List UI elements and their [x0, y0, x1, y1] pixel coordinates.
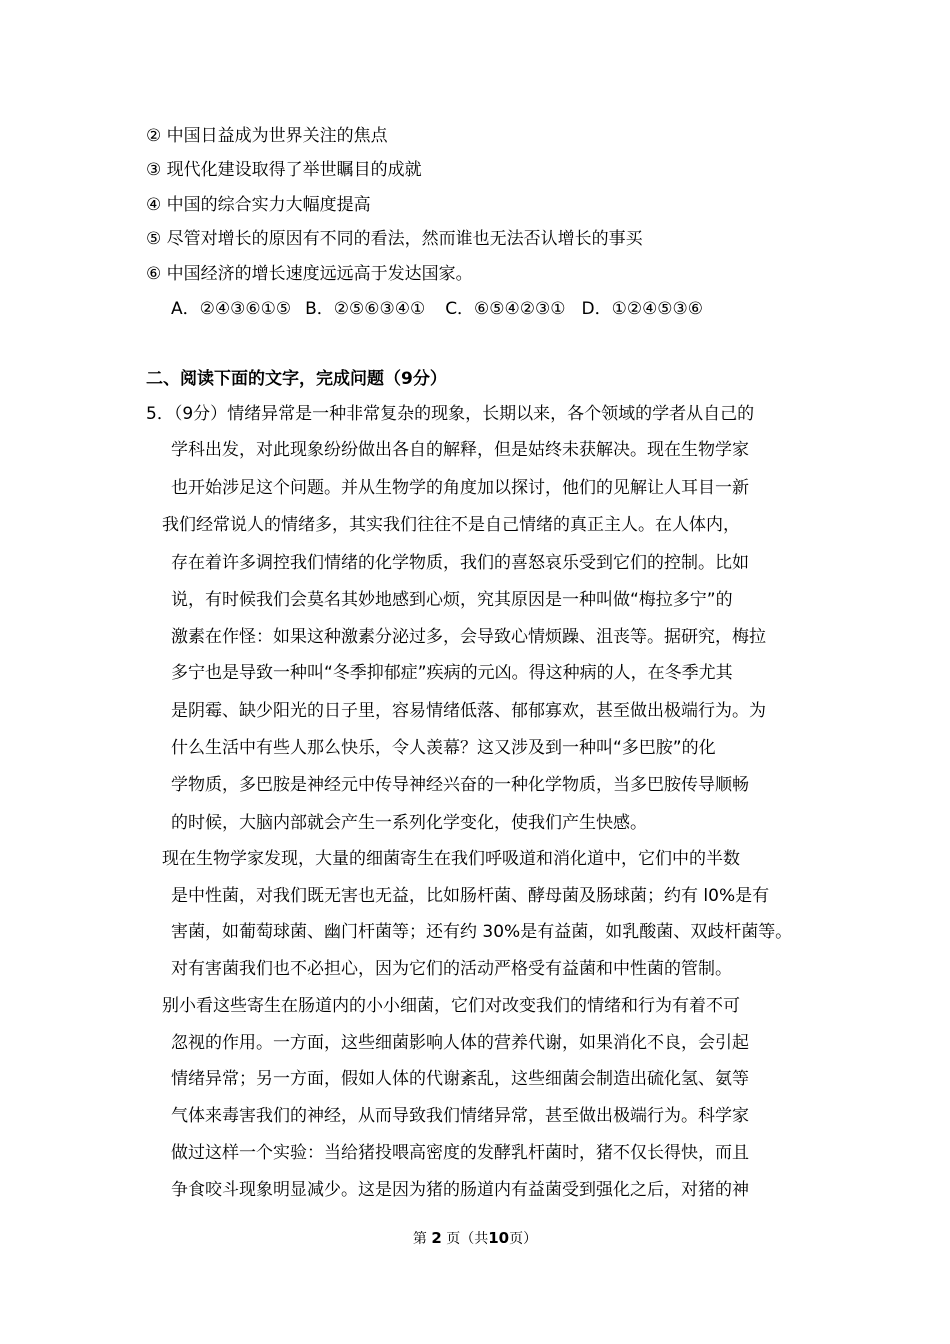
passage-line: 存在着许多调控我们情绪的化学物质，我们的喜怒哀乐受到它们的控制。比如: [171, 553, 749, 573]
q4-item-4: ④ 中国的综合实力大幅度提高: [146, 195, 371, 215]
passage-line: 对有害菌我们也不必担心，因为它们的活动严格受有益菌和中性菌的管制。: [171, 959, 732, 979]
option-b: B．②⑤⑥③④①: [305, 299, 426, 319]
passage-line: 我们经常说人的情绪多，其实我们往往不是自己情绪的真正主人。在人体内，: [162, 515, 740, 535]
option-a: A．②④③⑥①⑤: [171, 299, 292, 319]
passage-line: 是中性菌，对我们既无害也无益，比如肠杆菌、酵母菌及肠球菌；约有 l0%是有: [171, 886, 770, 906]
passage-line: 做过这样一个实验：当给猪投喂高密度的发酵乳杆菌时，猪不仅长得快，而且: [171, 1143, 749, 1163]
option-d: D．①②④⑤③⑥: [581, 299, 704, 319]
footer-prefix: 第: [412, 1231, 427, 1247]
passage-line: 说，有时候我们会莫名其妙地感到心烦，究其原因是一种叫做“梅拉多宁”的: [171, 590, 733, 610]
section-title: 二、阅读下面的文字，完成问题（9分）: [146, 369, 447, 389]
passage-line: 5．（9分）情绪异常是一种非常复杂的现象，长期以来，各个领域的学者从自己的: [146, 404, 755, 424]
passage-line: 别小看这些寄生在肠道内的小小细菌，它们对改变我们的情绪和行为有着不可: [162, 996, 740, 1016]
passage-line: 的时候，大脑内部就会产生一系列化学变化，使我们产生快感。: [171, 813, 647, 833]
q4-item-6: ⑥ 中国经济的增长速度远远高于发达国家。: [146, 264, 473, 284]
passage-line: 激素在作怪：如果这种激素分泌过多，会导致心情烦躁、沮丧等。据研究，梅拉: [171, 627, 766, 647]
passage-line: 多宁也是导致一种叫“冬季抑郁症”疾病的元凶。得这种病的人，在冬季尤其: [171, 663, 733, 683]
passage-line: 忽视的作用。一方面，这些细菌影响人体的营养代谢，如果消化不良，会引起: [171, 1033, 749, 1053]
footer-total-pages: 10: [488, 1229, 510, 1247]
passage-line: 现在生物学家发现，大量的细菌寄生在我们呼吸道和消化道中，它们中的半数: [162, 849, 740, 869]
footer-middle: 页（共: [446, 1231, 489, 1247]
passage-line: 害菌，如葡萄球菌、幽门杆菌等；还有约 30%是有益菌，如乳酸菌、双歧杆菌等。: [171, 922, 793, 942]
passage-line: 是阴霉、缺少阳光的日子里，容易情绪低落、郁郁寡欢，甚至做出极端行为。为: [171, 701, 766, 721]
passage-line: 争食咬斗现象明显减少。这是因为猪的肠道内有益菌受到强化之后，对猪的神: [171, 1180, 749, 1200]
passage-line: 学科出发，对此现象纷纷做出各自的解释，但是姑终未获解决。现在生物学家: [171, 440, 749, 460]
q4-item-5: ⑤ 尽管对增长的原因有不同的看法，然而谁也无法否认增长的事买: [146, 229, 643, 249]
q4-item-3: ③ 现代化建设取得了举世瞩目的成就: [146, 160, 422, 180]
q4-options: [171, 297, 703, 321]
q4-item-2: ② 中国日益成为世界关注的焦点: [146, 126, 388, 146]
passage-line: 学物质，多巴胺是神经元中传导神经兴奋的一种化学物质，当多巴胺传导顺畅: [171, 775, 749, 795]
footer-page-number: 2: [431, 1229, 442, 1247]
option-c: C．⑥⑤④②③①: [445, 299, 566, 319]
passage-line: 情绪异常；另一方面，假如人体的代谢紊乱，这些细菌会制造出硫化氢、氨等: [171, 1069, 749, 1089]
passage-line: 气体来毒害我们的神经，从而导致我们情绪异常，甚至做出极端行为。科学家: [171, 1106, 749, 1126]
page-footer: [0, 1228, 950, 1249]
passage-line: 也开始涉足这个问题。并从生物学的角度加以探讨，他们的见解让人耳目一新: [171, 478, 749, 498]
footer-suffix: 页）: [509, 1231, 538, 1247]
passage-line: 什么生活中有些人那么快乐，令人羡幕？这又涉及到一种叫“多巴胺”的化: [171, 738, 716, 758]
